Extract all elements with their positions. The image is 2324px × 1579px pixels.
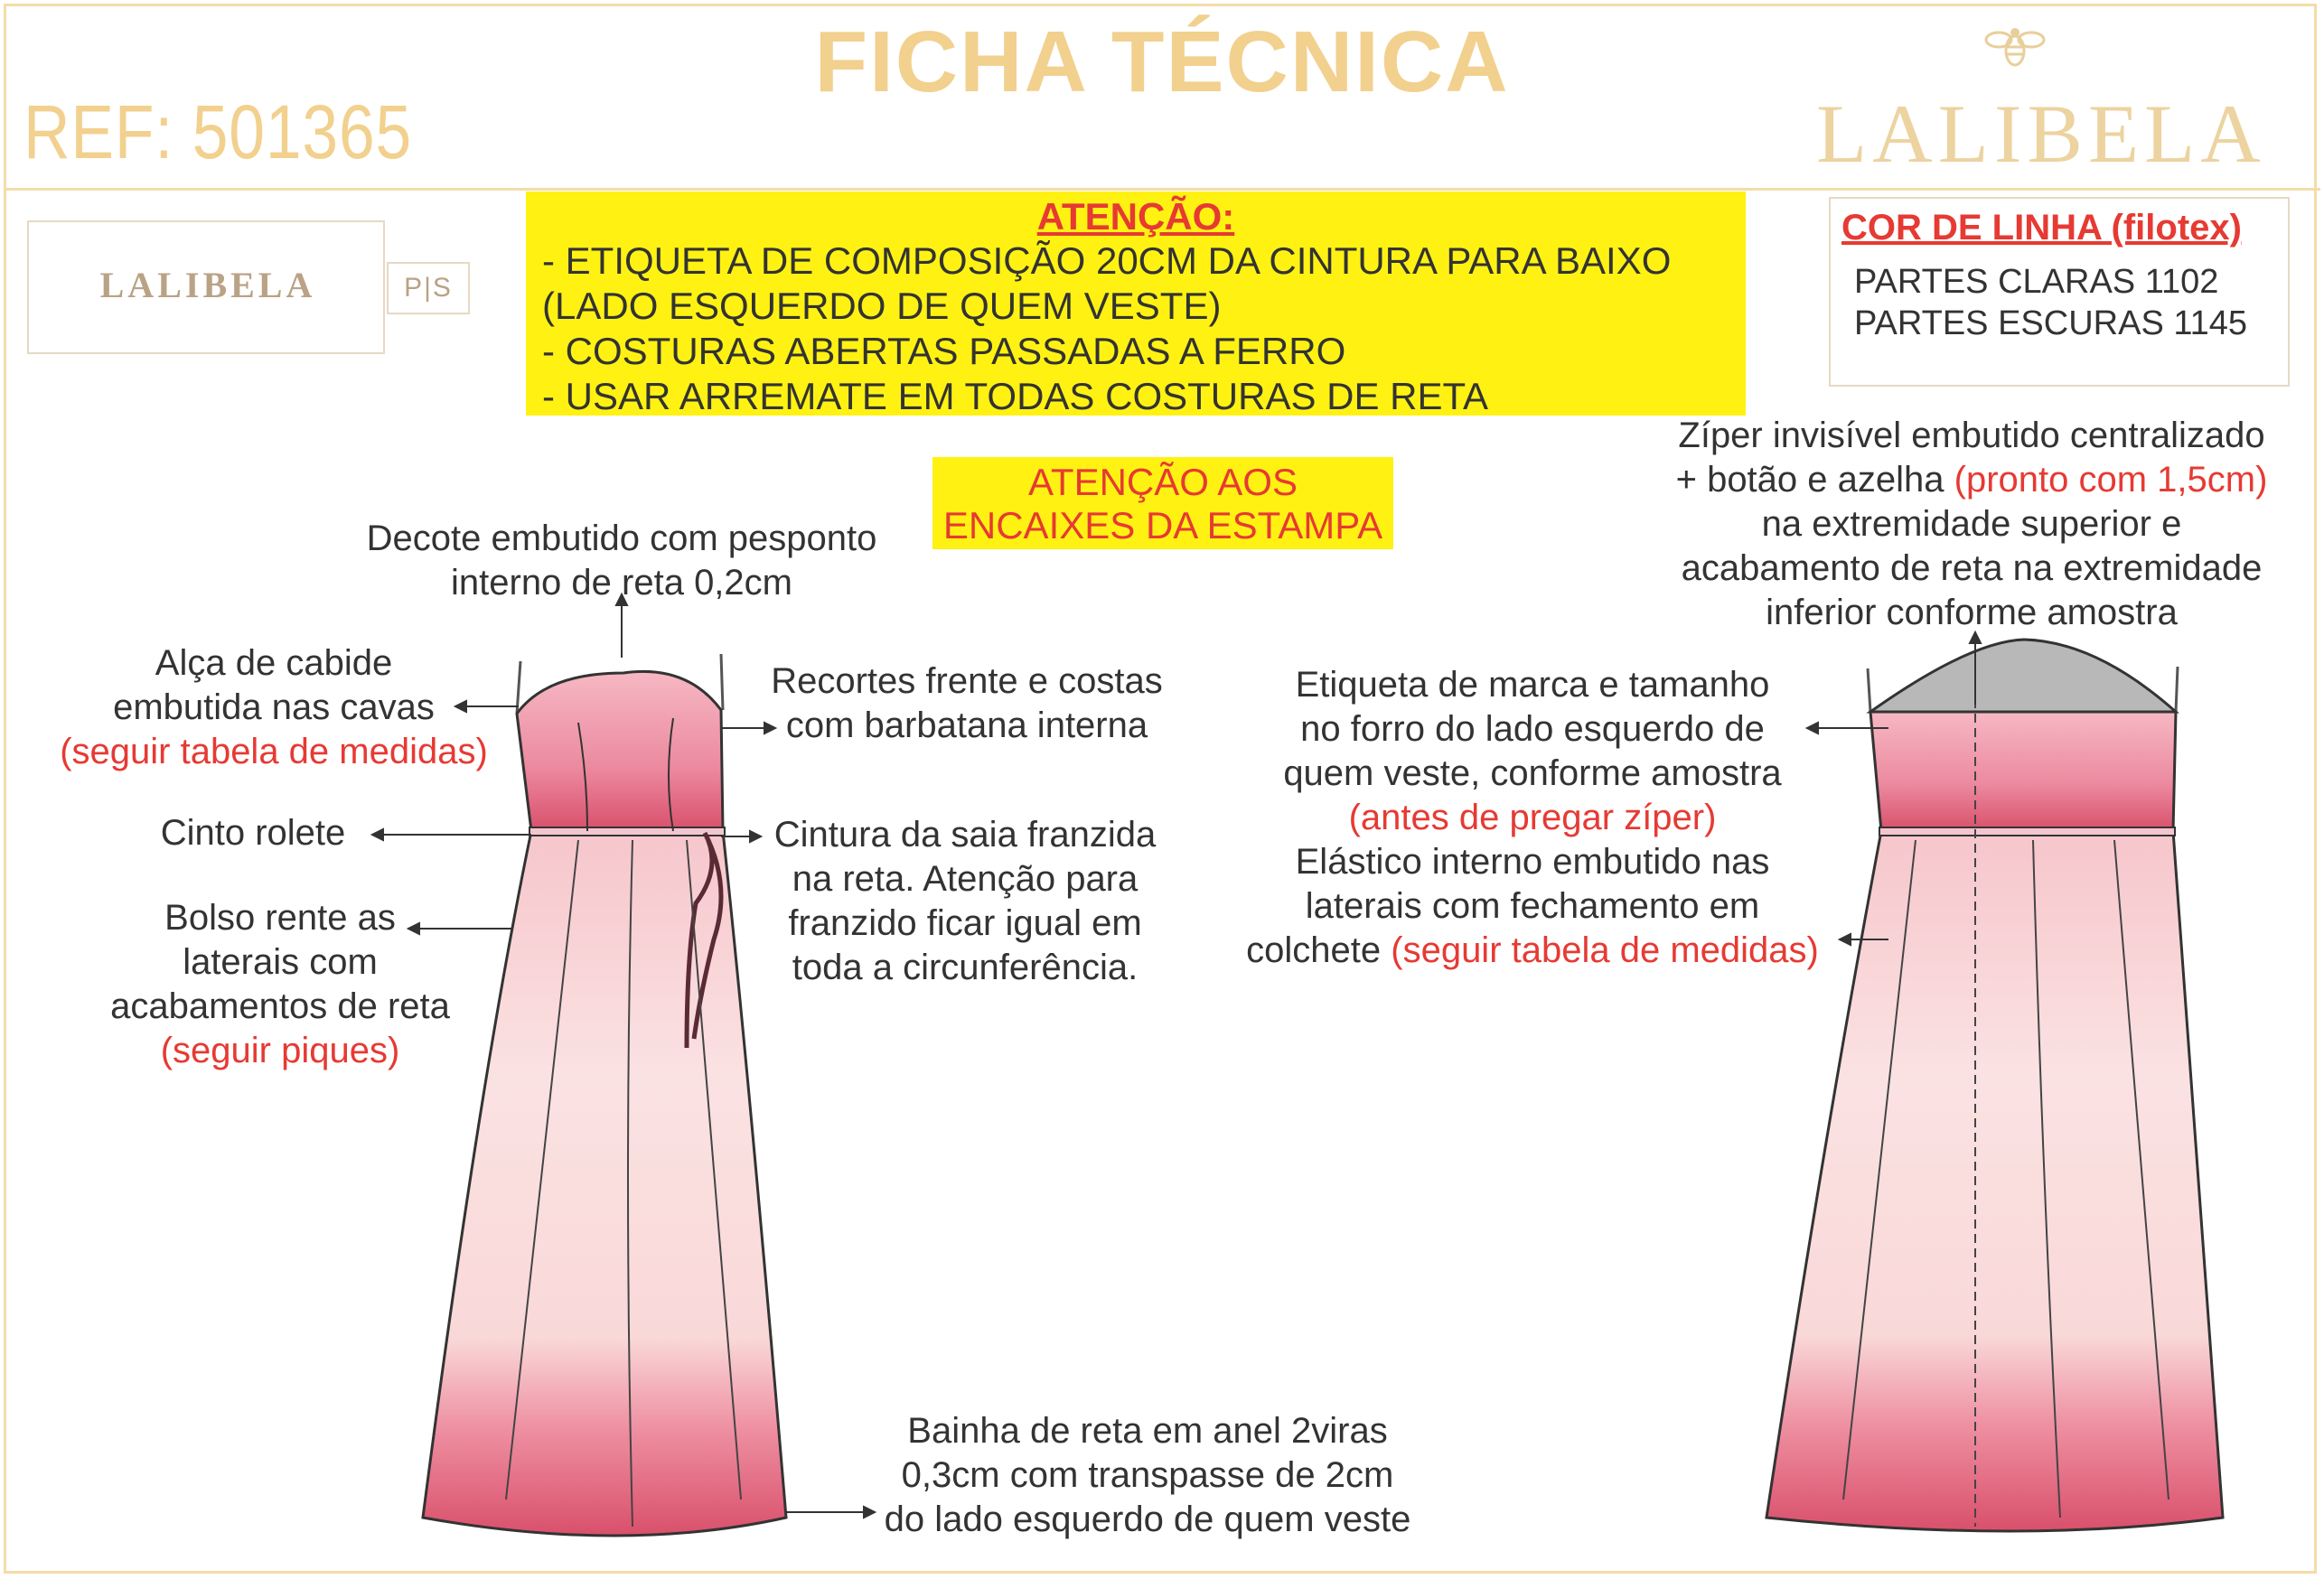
note-pocket: Bolso rente as laterais com acabamentos de reta (seguir piques) [110,898,450,1070]
note-tag-elastic: Etiqueta de marca e tamanho no forro do lado esquerdo de quem veste, conforme amostra (antes de pregar zíper) Elástico interno embutido nas laterais com fechamento em colchete (seguir tabela de medidas) [1246,665,1819,970]
print-notice-line: ENCAIXES DA ESTAMPA [942,504,1383,547]
note-hem: Bainha de reta em anel 2viras 0,3cm com transpasse de 2cm do lado esquerdo de quem veste [884,1411,1411,1539]
thread-heading: COR DE LINHA (filotex) [1841,208,2242,248]
note-belt: Cinto rolete [160,813,346,853]
attention-line: - COSTURAS ABERTAS PASSADAS A FERRO [542,330,1346,372]
note-zipper: Zíper invisível embutido centralizado + botão e azelha (pronto com 1,5cm) na extremidade superior e acabamento de reta na extremidade inferior conforme amostra [1675,416,2268,632]
front-belt [529,827,725,836]
note-waist: Cintura da saia franzida na reta. Atenção para franzido ficar igual em toda a circunferência. [773,815,1157,987]
note-neckline: Decote embutido com pesponto interno de reta 0,2cm [366,519,877,603]
page-title: FICHA TÉCNICA [814,14,1510,110]
front-right-strap [721,654,723,710]
back-belt [1879,827,2175,836]
front-dress [423,654,786,1536]
note-strap: Alça de cabide embutida nas cavas (seguir tabela de medidas) [60,643,488,771]
front-skirt [423,831,786,1536]
attention-line: - USAR ARREMATE EM TODAS COSTURAS DE RETA [542,375,1489,417]
back-bodice [1870,712,2176,831]
brand-logo: LALIBELA [1816,88,2266,180]
label-brand-text: LALIBELA [99,265,316,305]
front-bodice [517,671,723,831]
back-lining [1870,640,2176,712]
print-notice-line: ATENÇÃO AOS [1028,461,1298,503]
thread-line: PARTES CLARAS 1102 [1854,263,2219,301]
back-left-strap [1868,668,1870,712]
note-seams: Recortes frente e costas com barbatana interna [771,661,1163,745]
back-right-strap [2176,667,2178,712]
attention-heading: ATENÇÃO: [1036,195,1235,238]
size-label: P|S [387,262,470,314]
thread-line: PARTES ESCURAS 1145 [1854,304,2248,342]
reference-code: REF: 501365 [23,89,413,174]
attention-line: - ETIQUETA DE COMPOSIÇÃO 20CM DA CINTURA PARA BAIXO [542,239,1672,282]
attention-line: (LADO ESQUERDO DE QUEM VESTE) [542,285,1222,327]
